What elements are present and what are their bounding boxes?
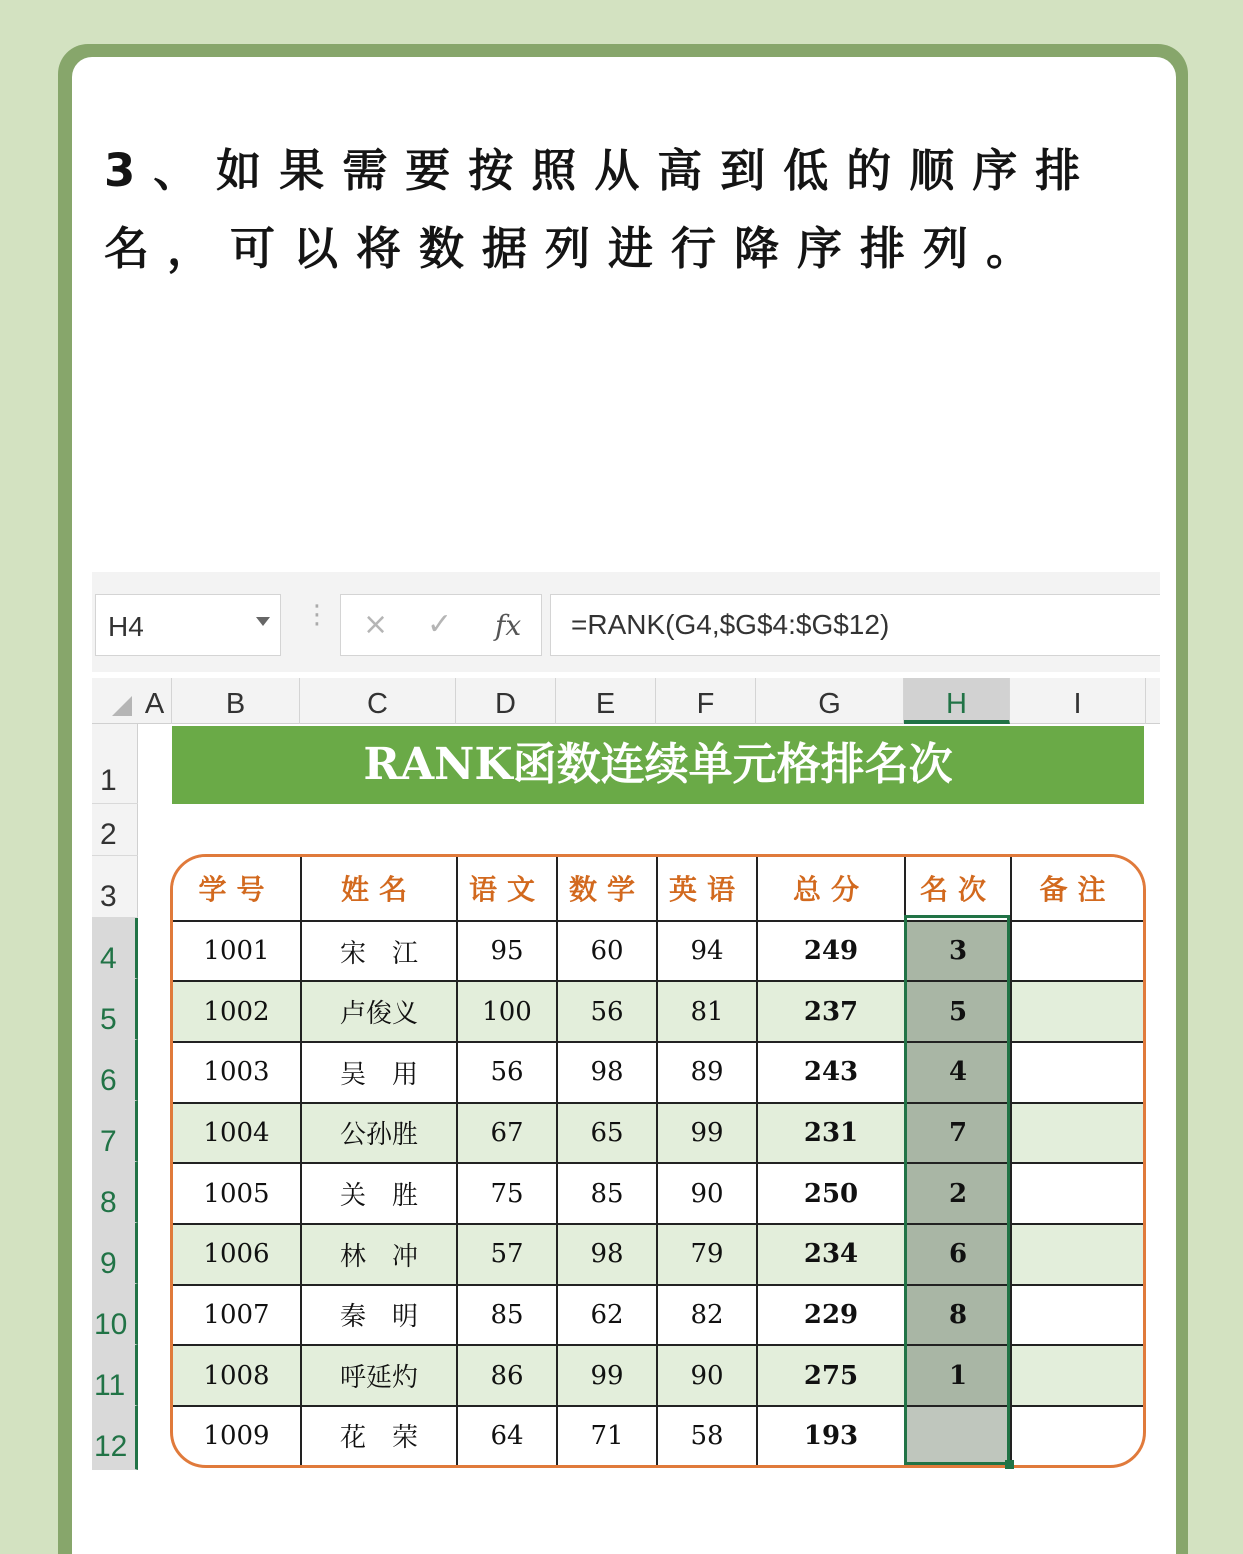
data-table: [170, 854, 1146, 1468]
row-header[interactable]: 1: [92, 724, 138, 804]
row-header[interactable]: 8: [92, 1162, 138, 1223]
cell-chinese[interactable]: 56: [457, 1042, 557, 1103]
cell-id[interactable]: 1008: [173, 1345, 301, 1406]
column-headers: [92, 678, 1160, 724]
cell-english[interactable]: 99: [657, 1103, 757, 1164]
cell-total[interactable]: 231: [757, 1103, 905, 1164]
column-header[interactable]: G: [756, 678, 904, 724]
cell-english[interactable]: 94: [657, 921, 757, 982]
sheet-title[interactable]: RANK函数连续单元格排名次: [172, 726, 1144, 804]
cell-name[interactable]: 卢俊义: [301, 981, 457, 1042]
cell-id[interactable]: 1005: [173, 1163, 301, 1224]
drag-handle-icon[interactable]: ⋮: [304, 600, 330, 630]
table-row: [173, 1042, 1143, 1103]
cell-note[interactable]: [1011, 1163, 1143, 1224]
cell-name[interactable]: 呼延灼: [301, 1345, 457, 1406]
cell-english[interactable]: 82: [657, 1285, 757, 1346]
cell-id[interactable]: 1003: [173, 1042, 301, 1103]
formula-bar: [92, 572, 1160, 672]
cell-chinese[interactable]: 67: [457, 1103, 557, 1164]
header-cell[interactable]: 姓名: [301, 857, 457, 921]
function-icon[interactable]: fx: [495, 609, 522, 642]
cell-math[interactable]: 98: [557, 1224, 657, 1285]
table-row: [173, 1406, 1143, 1465]
cell-math[interactable]: 60: [557, 921, 657, 982]
cell-total[interactable]: 243: [757, 1042, 905, 1103]
column-header[interactable]: B: [172, 678, 300, 724]
cell-total[interactable]: 249: [757, 921, 905, 982]
cell-math[interactable]: 62: [557, 1285, 657, 1346]
cell-rank[interactable]: 2: [905, 1163, 1011, 1224]
table-row: [173, 1285, 1143, 1346]
cell-rank[interactable]: 4: [905, 1042, 1011, 1103]
cell-english[interactable]: 89: [657, 1042, 757, 1103]
table-row: [173, 1103, 1143, 1164]
cell-rank[interactable]: 1: [905, 1345, 1011, 1406]
row-header[interactable]: 2: [92, 804, 138, 856]
row-header[interactable]: 6: [92, 1040, 138, 1101]
cell-total[interactable]: 275: [757, 1345, 905, 1406]
excel-screenshot: [92, 572, 1160, 1470]
row-header[interactable]: 4: [92, 918, 138, 979]
cell-rank[interactable]: 8: [905, 1285, 1011, 1346]
cell-chinese[interactable]: 57: [457, 1224, 557, 1285]
cell-rank[interactable]: 7: [905, 1103, 1011, 1164]
cell-rank[interactable]: 5: [905, 981, 1011, 1042]
table-row: [173, 981, 1143, 1042]
cell-math[interactable]: 71: [557, 1406, 657, 1465]
column-header-selected[interactable]: H: [904, 678, 1010, 724]
cell-english[interactable]: 81: [657, 981, 757, 1042]
select-all-icon[interactable]: [112, 696, 132, 716]
header-cell[interactable]: 总分: [757, 857, 905, 921]
header-cell[interactable]: 名次: [905, 857, 1011, 921]
cell-chinese[interactable]: 86: [457, 1345, 557, 1406]
cell-name[interactable]: 秦 明: [301, 1285, 457, 1346]
cell-chinese[interactable]: 100: [457, 981, 557, 1042]
cell-id[interactable]: 1007: [173, 1285, 301, 1346]
cell-math[interactable]: 85: [557, 1163, 657, 1224]
formula-buttons: [340, 594, 542, 656]
row-header[interactable]: 12: [92, 1406, 138, 1470]
table-row: [173, 921, 1143, 982]
row-header[interactable]: 11: [92, 1345, 138, 1406]
row-headers: [92, 724, 138, 1470]
cell-rank[interactable]: 6: [905, 1224, 1011, 1285]
cell-math[interactable]: 56: [557, 981, 657, 1042]
cell-note[interactable]: [1011, 1042, 1143, 1103]
cell-total[interactable]: 250: [757, 1163, 905, 1224]
cell-name[interactable]: 关 胜: [301, 1163, 457, 1224]
cell-total[interactable]: 234: [757, 1224, 905, 1285]
cell-total[interactable]: 193: [757, 1406, 905, 1465]
table-header-row: [173, 857, 1143, 921]
cell-chinese[interactable]: 75: [457, 1163, 557, 1224]
cell-chinese[interactable]: 85: [457, 1285, 557, 1346]
row-header[interactable]: 3: [92, 856, 138, 918]
column-header[interactable]: C: [300, 678, 456, 724]
name-box-value: H4: [108, 611, 144, 642]
fill-handle[interactable]: [1005, 1460, 1014, 1469]
cell-math[interactable]: 65: [557, 1103, 657, 1164]
cell-rank[interactable]: [905, 1406, 1011, 1465]
cell-note[interactable]: [1011, 1224, 1143, 1285]
cell-name[interactable]: 吴 用: [301, 1042, 457, 1103]
header-cell[interactable]: 学号: [173, 857, 301, 921]
cell-english[interactable]: 90: [657, 1163, 757, 1224]
column-header[interactable]: I: [1010, 678, 1146, 724]
header-cell[interactable]: 英语: [657, 857, 757, 921]
table-row: [173, 1224, 1143, 1285]
cancel-icon[interactable]: ×: [363, 607, 389, 642]
cell-chinese[interactable]: 64: [457, 1406, 557, 1465]
column-header[interactable]: A: [138, 678, 172, 724]
cell-chinese[interactable]: 95: [457, 921, 557, 982]
cell-id[interactable]: 1006: [173, 1224, 301, 1285]
cell-note[interactable]: [1011, 1285, 1143, 1346]
table-row: [173, 1163, 1143, 1224]
column-header[interactable]: E: [556, 678, 656, 724]
cell-rank[interactable]: 3: [905, 921, 1011, 982]
cell-math[interactable]: 98: [557, 1042, 657, 1103]
cell-name[interactable]: 花 荣: [301, 1406, 457, 1465]
cell-note[interactable]: [1011, 921, 1143, 982]
header-cell[interactable]: 语文: [457, 857, 557, 921]
cell-id[interactable]: 1009: [173, 1406, 301, 1465]
formula-input[interactable]: =RANK(G4,$G$4:$G$12): [550, 594, 1160, 656]
cell-total[interactable]: 237: [757, 981, 905, 1042]
row-header[interactable]: 7: [92, 1101, 138, 1162]
cell-note[interactable]: [1011, 981, 1143, 1042]
table-row: [173, 1345, 1143, 1406]
cell-english[interactable]: 58: [657, 1406, 757, 1465]
cell-note[interactable]: [1011, 1103, 1143, 1164]
row-header[interactable]: 10: [92, 1284, 138, 1345]
cell-total[interactable]: 229: [757, 1285, 905, 1346]
cell-english[interactable]: 90: [657, 1345, 757, 1406]
cell-id[interactable]: 1004: [173, 1103, 301, 1164]
header-cell[interactable]: 数学: [557, 857, 657, 921]
cell-name[interactable]: 公孙胜: [301, 1103, 457, 1164]
cell-id[interactable]: 1002: [173, 981, 301, 1042]
cell-name[interactable]: 林 冲: [301, 1224, 457, 1285]
header-cell[interactable]: 备注: [1011, 857, 1143, 921]
cell-note[interactable]: [1011, 1345, 1143, 1406]
column-header[interactable]: D: [456, 678, 556, 724]
page-heading: 3、如果需要按照从高到低的顺序排名，可以将数据列进行降序排列。: [104, 144, 1099, 275]
row-header[interactable]: 9: [92, 1223, 138, 1284]
cell-note[interactable]: [1011, 1406, 1143, 1465]
cell-id[interactable]: 1001: [173, 921, 301, 982]
cell-english[interactable]: 79: [657, 1224, 757, 1285]
row-header[interactable]: 5: [92, 979, 138, 1040]
chevron-down-icon[interactable]: [256, 617, 270, 626]
cell-name[interactable]: 宋 江: [301, 921, 457, 982]
cell-math[interactable]: 99: [557, 1345, 657, 1406]
check-icon[interactable]: ✓: [427, 607, 453, 642]
name-box[interactable]: [95, 594, 281, 656]
column-header[interactable]: F: [656, 678, 756, 724]
